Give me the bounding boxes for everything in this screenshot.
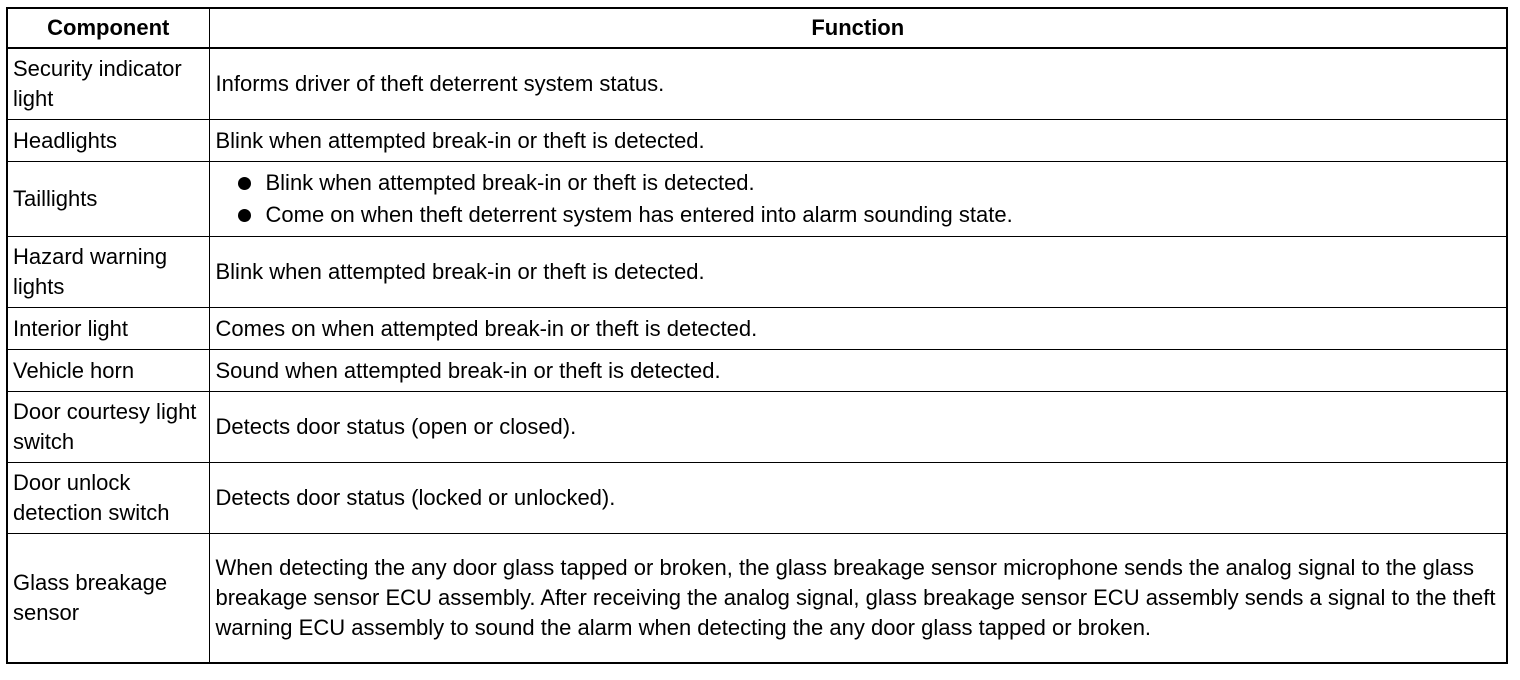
function-cell: Blink when attempted break-in or theft is detected. [209,120,1507,162]
component-cell: Security indicator light [7,48,209,120]
function-cell: Blink when attempted break-in or theft is detected. [209,237,1507,308]
bullet-list [216,167,1503,231]
function-cell: Comes on when attempted break-in or theft is detected. [209,308,1507,350]
component-function-table-container [6,7,1506,664]
function-cell: Sound when attempted break-in or theft is detected. [209,350,1507,392]
header-component: Component [7,8,209,48]
function-cell: Detects door status (open or closed). [209,392,1507,463]
table-row [7,308,1507,350]
function-cell [209,162,1507,237]
component-cell: Hazard warning lights [7,237,209,308]
bullet-dot-icon [238,209,251,222]
function-cell: When detecting the any door glass tapped or broken, the glass breakage sensor microphone sends the analog signal to the glass breakage sensor ECU assembly. After receiving the analog signal, glass breakage sensor ECU assembly sends a signal to the theft warning ECU assembly to sound the alarm when detecting the any door glass tapped or broken. [209,534,1507,664]
bullet-dot-icon [238,177,251,190]
component-cell: Headlights [7,120,209,162]
component-cell: Interior light [7,308,209,350]
table-row [7,120,1507,162]
component-cell: Door courtesy light switch [7,392,209,463]
bullet-item [238,167,1503,199]
component-cell: Taillights [7,162,209,237]
table-row [7,534,1507,664]
header-function: Function [209,8,1507,48]
component-cell: Glass breakage sensor [7,534,209,664]
bullet-text: Come on when theft deterrent system has entered into alarm sounding state. [265,202,1013,227]
component-cell: Vehicle horn [7,350,209,392]
table-row [7,392,1507,463]
table-row [7,162,1507,237]
bullet-item [238,199,1503,231]
bullet-text: Blink when attempted break-in or theft is detected. [265,170,755,195]
function-cell: Detects door status (locked or unlocked). [209,463,1507,534]
table-row [7,463,1507,534]
component-function-table [6,7,1508,664]
function-cell: Informs driver of theft deterrent system status. [209,48,1507,120]
table-row [7,48,1507,120]
table-header-row [7,8,1507,48]
component-cell: Door unlock detection switch [7,463,209,534]
table-row [7,350,1507,392]
table-row [7,237,1507,308]
